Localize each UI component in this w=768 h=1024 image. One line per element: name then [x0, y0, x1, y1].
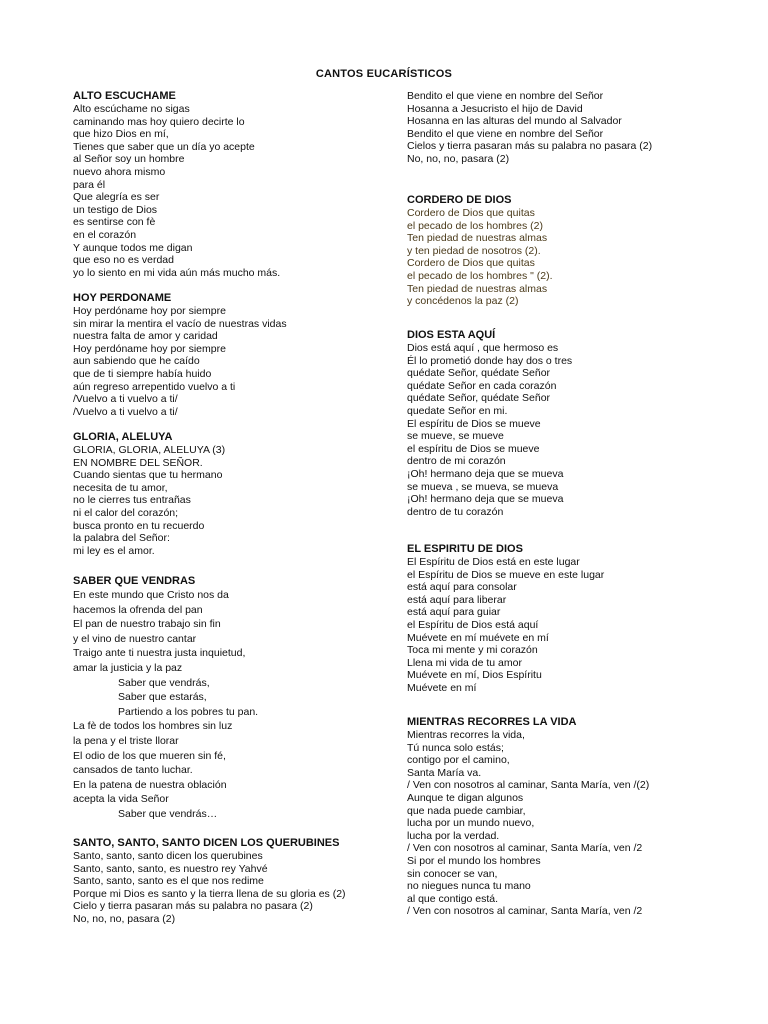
lyric-line: En este mundo que Cristo nos da [73, 589, 229, 601]
lyric-line: amar la justicia y la paz [73, 661, 183, 674]
lyric-line: Tú nunca solo estás; [407, 741, 504, 754]
lyric-line: / Ven con nosotros al caminar, Santa María, ven /2 [407, 905, 643, 918]
lyric-line: caminando mas hoy quiero decirte lo [73, 115, 245, 128]
lyric-line: Hosanna en las alturas del mundo al Salvador [407, 115, 622, 128]
lyric-line: sin mirar la mentira el vacío de nuestras vidas [73, 317, 287, 330]
lyric-line: Mientras recorres la vida, [407, 729, 525, 741]
lyric-line: nuevo ahora mismo [73, 165, 166, 178]
song-lyrics [407, 207, 737, 308]
lyric-line: No, no, no, pasara (2) [73, 912, 176, 925]
song-title: GLORIA, ALELUYA [73, 431, 173, 443]
lyric-line: La fè de todos los hombres sin luz [73, 720, 233, 733]
lyric-line: Saber que vendrás, [118, 676, 210, 689]
song-lyrics [73, 588, 398, 822]
song-lyrics [73, 444, 398, 557]
lyric-line: Alto escúchame no sigas [73, 103, 190, 115]
lyric-line: lucha por un mundo nuevo, [407, 817, 535, 830]
lyric-line: se mueva , se mueva, se mueva [407, 480, 559, 493]
song-cordero-de-dios [407, 194, 737, 308]
lyric-line: En la patena de nuestra oblación [73, 778, 227, 791]
song-lyrics [407, 342, 737, 518]
lyric-line: Cuando sientas que tu hermano [73, 469, 223, 482]
song-lyrics [407, 556, 737, 695]
song-santo-continuation [407, 90, 737, 166]
lyric-line: busca pronto en tu recuerdo [73, 519, 205, 532]
song-title: EL ESPIRITU DE DIOS [407, 543, 523, 555]
lyric-line: No, no, no, pasara (2) [407, 152, 510, 165]
lyric-line: Traigo ante ti nuestra justa inquietud, [73, 647, 246, 660]
song-lyrics [407, 90, 737, 166]
song-hoy-perdoname [73, 292, 398, 418]
lyric-line: aún regreso arrepentido vuelvo a ti [73, 380, 236, 393]
lyric-line: el espíritu de Dios se mueve [407, 442, 540, 455]
lyric-line: está aquí para liberar [407, 593, 507, 606]
lyric-line: se mueve, se mueve [407, 430, 504, 443]
lyric-line: Aunque te digan algunos [407, 791, 524, 804]
lyric-line: Cielos y tierra pasaran más su palabra no pasara (2) [407, 140, 653, 153]
lyric-line: ¡Oh! hermano deja que se mueva [407, 467, 564, 480]
lyric-line: Santa María va. [407, 766, 482, 779]
lyric-line: y concédenos la paz (2) [407, 295, 519, 308]
lyric-line: Hosanna a Jesucristo el hijo de David [407, 102, 583, 115]
lyric-line: el pecado de los hombres (2) [407, 219, 543, 232]
song-lyrics [407, 729, 737, 918]
lyric-line: El pan de nuestro trabajo sin fin [73, 618, 221, 631]
lyric-line: Muévete en mí, Dios Espíritu [407, 669, 542, 682]
lyric-line: quedate Señor en mi. [407, 404, 508, 417]
lyric-line: es sentirse con fè [73, 216, 156, 229]
lyric-line: Que alegría es ser [73, 191, 160, 204]
lyric-line: está aquí para consolar [407, 581, 517, 594]
lyric-line: que de ti siempre había huido [73, 367, 212, 380]
lyric-line: en el corazón [73, 228, 137, 241]
lyric-line: aun sabiendo que he caído [73, 355, 200, 368]
lyric-line: El odio de los que mueren sin fé, [73, 749, 226, 762]
lyric-line: Porque mi Dios es santo y la tierra llena de su gloria es (2) [73, 887, 346, 900]
lyric-line: el Espíritu de Dios se mueve en este lugar [407, 568, 605, 581]
lyric-line: está aquí para guiar [407, 606, 501, 619]
lyric-line: Santo, santo, santo, es nuestro rey Yahvé [73, 862, 268, 875]
lyric-line: y el vino de nuestro cantar [73, 632, 197, 645]
lyric-line: y ten piedad de nosotros (2). [407, 244, 541, 257]
lyric-line: que nada puede cambiar, [407, 804, 526, 817]
lyric-line: El Espíritu de Dios está en este lugar [407, 556, 580, 568]
lyric-line: /Vuelvo a ti vuelvo a ti/ [73, 393, 178, 406]
lyric-line: Él lo prometió donde hay dos o tres [407, 354, 573, 367]
song-title: HOY PERDONAME [73, 292, 172, 304]
lyric-line: El espíritu de Dios se mueve [407, 417, 541, 430]
lyric-line: quédate Señor en cada corazón [407, 379, 557, 392]
lyric-line: / Ven con nosotros al caminar, Santa María, ven /2 [407, 842, 643, 855]
song-saber-que-vendras [73, 575, 398, 822]
song-title: MIENTRAS RECORRES LA VIDA [407, 716, 577, 728]
song-title: SANTO, SANTO, SANTO DICEN LOS QUERUBINES [73, 837, 340, 849]
lyric-line: Cordero de Dios que quitas [407, 257, 535, 270]
lyric-line: Saber que estarás, [118, 691, 207, 704]
song-gloria-aleluya [73, 431, 398, 557]
page-title: CANTOS EUCARÍSTICOS [315, 68, 453, 80]
lyric-line: Y aunque todos me digan [73, 241, 193, 254]
lyric-line: para él [73, 178, 106, 191]
lyric-line: al que contigo está. [407, 892, 499, 905]
song-lyrics [73, 305, 398, 418]
song-alto-escuchame [73, 90, 398, 279]
song-lyrics [73, 103, 398, 279]
song-el-espiritu-de-dios [407, 543, 737, 695]
lyric-line: ¡Oh! hermano deja que se mueva [407, 493, 564, 506]
lyric-line: Muévete en mí [407, 681, 477, 694]
song-title: SABER QUE VENDRAS [73, 575, 196, 587]
lyric-line: hacemos la ofrenda del pan [73, 603, 203, 616]
lyric-line: Saber que vendrás… [118, 807, 218, 820]
lyric-line: Hoy perdóname hoy por siempre [73, 305, 226, 317]
lyric-line: Ten piedad de nuestras almas [407, 282, 548, 295]
lyric-line: Muévete en mí muévete en mí [407, 631, 549, 644]
lyric-line: Hoy perdóname hoy por siempre [73, 342, 226, 355]
lyric-line: quédate Señor, quédate Señor [407, 367, 551, 380]
lyric-line: Dios está aquí , que hermoso es [407, 342, 559, 354]
lyric-line: contigo por el camino, [407, 754, 510, 767]
lyric-line: el pecado de los hombres " (2). [407, 269, 553, 282]
lyric-line: Cordero de Dios que quitas [407, 207, 535, 219]
lyric-line: cansados de tanto luchar. [73, 764, 193, 777]
lyric-line: yo lo siento en mi vida aún más mucho más. [73, 266, 281, 279]
lyric-line: Tienes que saber que un día yo acepte [73, 140, 255, 153]
lyric-line: necesita de tu amor, [73, 481, 168, 494]
lyric-line: Santo, santo, santo es el que nos redime [73, 875, 264, 888]
lyric-line: nuestra falta de amor y caridad [73, 330, 218, 343]
song-santo-santo-santo [73, 837, 398, 926]
lyric-line: Si por el mundo los hombres [407, 854, 541, 867]
song-title: ALTO ESCUCHAME [73, 90, 176, 102]
lyric-line: que eso no es verdad [73, 254, 174, 267]
lyric-line: dentro de tu corazón [407, 505, 504, 518]
lyric-line: / Ven con nosotros al caminar, Santa María, ven /(2) [407, 779, 650, 792]
song-mientras-recorres-la-vida [407, 716, 737, 918]
lyric-line: EN NOMBRE DEL SEÑOR. [73, 456, 203, 469]
lyric-line: Bendito el que viene en nombre del Señor [407, 90, 604, 102]
lyric-line: acepta la vida Señor [73, 793, 169, 806]
song-dios-esta-aqui [407, 329, 737, 518]
lyric-line: Partiendo a los pobres tu pan. [118, 705, 259, 718]
lyric-line: Santo, santo, santo dicen los querubines [73, 850, 263, 862]
lyric-line: que hizo Dios en mí, [73, 128, 169, 141]
lyric-line: dentro de mi corazón [407, 455, 506, 468]
lyric-line: la palabra del Señor: [73, 532, 170, 545]
lyric-line: la pena y el triste llorar [73, 734, 179, 747]
lyric-line: al Señor soy un hombre [73, 153, 185, 166]
lyric-line: un testigo de Dios [73, 203, 158, 216]
lyric-line: /Vuelvo a ti vuelvo a ti/ [73, 405, 178, 418]
lyric-line: mi ley es el amor. [73, 544, 155, 557]
lyric-line: Cielo y tierra pasaran más su palabra no pasara (2) [73, 900, 313, 913]
lyric-line: sin conocer se van, [407, 867, 498, 880]
lyric-line: no niegues nunca tu mano [407, 880, 531, 893]
song-lyrics [73, 850, 398, 926]
lyric-line: GLORIA, GLORIA, ALELUYA (3) [73, 444, 226, 456]
lyric-line: no le cierres tus entrañas [73, 494, 191, 507]
lyric-line: lucha por la verdad. [407, 829, 500, 842]
lyric-line: el Espíritu de Dios está aquí [407, 618, 539, 631]
song-title: DIOS ESTA AQUÍ [407, 329, 496, 341]
lyric-line: Ten piedad de nuestras almas [407, 232, 548, 245]
lyric-line: Bendito el que viene en nombre del Señor [407, 127, 604, 140]
lyric-line: ni el calor del corazón; [73, 506, 179, 519]
song-title: CORDERO DE DIOS [407, 194, 512, 206]
lyric-line: Llena mi vida de tu amor [407, 656, 522, 669]
lyric-line: Toca mi mente y mi corazón [407, 644, 538, 657]
lyric-line: quédate Señor, quédate Señor [407, 392, 551, 405]
